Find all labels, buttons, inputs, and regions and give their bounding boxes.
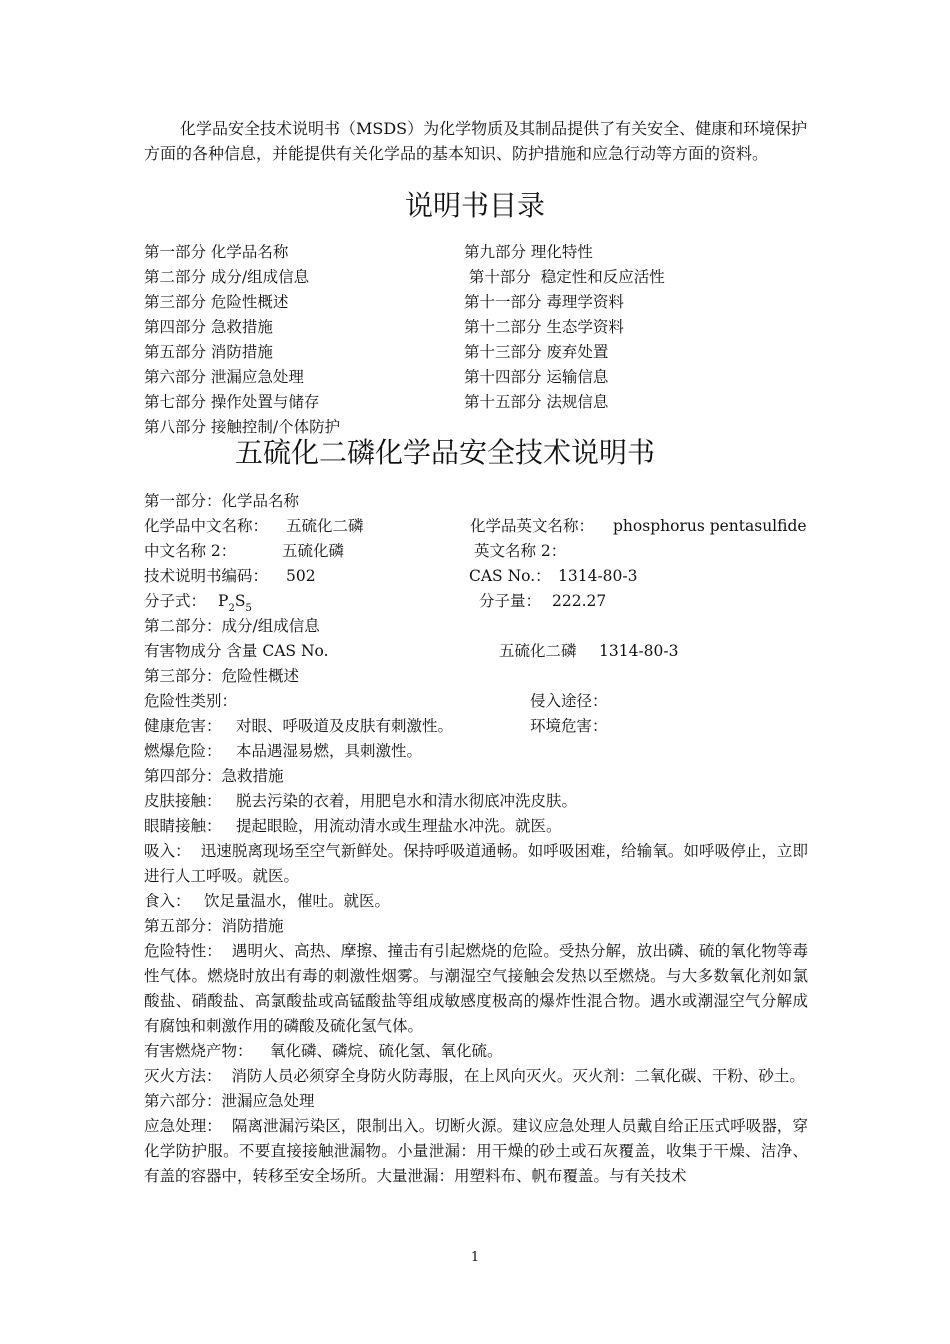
hazard-property-paragraph <box>144 939 808 1039</box>
field-label: 皮肤接触： <box>144 792 222 810</box>
emergency-paragraph <box>144 1114 808 1189</box>
inhalation-paragraph <box>144 839 808 889</box>
field-value: 提起眼睑，用流动清水或生理盐水冲洗。就医。 <box>236 817 562 835</box>
toc-item: 第七部分 操作处置与储存 <box>144 393 320 411</box>
field-value: 222.27 <box>552 592 607 610</box>
code-row <box>144 564 808 589</box>
extinguishing-paragraph <box>144 1064 808 1089</box>
fire-hazard-row <box>144 739 808 764</box>
field-value: 遇明火、高热、摩擦、撞击有引起燃烧的危险。受热分解，放出磷、硫的氧化物等毒性气体。燃烧时放出有毒的刺激性烟雾。与潮湿空气接触会发热以至燃烧。与大多数氧化剂如氯酸盐、硝酸盐、高氯酸盐或高锰酸盐等组成敏感度极高的爆炸性混合物。遇水或潮湿空气分解成有腐蚀和刺激作用的磷酸及硫化氢气体。 <box>144 942 808 1035</box>
field-label: 英文名称 2： <box>474 542 567 560</box>
ingestion-row <box>144 889 808 914</box>
field-label: 吸入： <box>144 842 191 860</box>
section-heading: 第三部分：危险性概述 <box>144 667 300 685</box>
skin-contact-row <box>144 789 808 814</box>
field-label: 健康危害： <box>144 717 222 735</box>
toc-item: 第二部分 成分/组成信息 <box>144 268 310 286</box>
field-value: 消防人员必须穿全身防火防毒服，在上风向灭火。灭火剂：二氧化碳、干粉、砂土。 <box>231 1067 805 1085</box>
field-label: 食入： <box>144 892 191 910</box>
toc-item: 第十三部分 废弃处置 <box>464 343 609 361</box>
field-label: 中文名称 2： <box>144 542 237 560</box>
field-value: 五硫化磷 <box>282 542 345 560</box>
field-value: phosphorus pentasulfide <box>613 517 807 535</box>
field-label: 分子量： <box>479 592 542 610</box>
section-heading: 第二部分：成分/组成信息 <box>144 617 320 635</box>
composition-columns: 有害物成分 含量 CAS No. <box>144 642 329 660</box>
component-cas: 1314-80-3 <box>599 642 679 660</box>
cn-name-row <box>144 514 808 539</box>
toc-item: 第五部分 消防措施 <box>144 343 273 361</box>
toc-item: 第三部分 危险性概述 <box>144 293 289 311</box>
field-label: 化学品英文名称： <box>470 517 595 535</box>
field-value: 隔离泄漏污染区，限制出入。切断火源。建议应急处理人员戴自给正压式呼吸器，穿化学防护服。不要直接接触泄漏物。小量泄漏：用干燥的砂土或石灰覆盖，收集于干燥、洁净、有盖的容器中，转移至安全场所。大量泄漏：用塑料布、帆布覆盖。与有关技术 <box>144 1117 808 1185</box>
field-label: 危险性类别： <box>144 692 238 710</box>
toc-item: 第八部分 接触控制/个体防护 <box>144 418 341 436</box>
field-label: 危险特性： <box>144 942 222 960</box>
cn-name2-row <box>144 539 808 564</box>
toc-item: 第十部分 稳定性和反应活性 <box>464 268 665 286</box>
toc-item: 第十五部分 法规信息 <box>464 393 609 411</box>
field-label: 环境危害： <box>530 717 608 735</box>
field-value: 饮足量温水，催吐。就医。 <box>204 892 391 910</box>
field-value: 1314-80-3 <box>558 567 638 585</box>
toc-item: 第九部分 理化特性 <box>464 243 593 261</box>
toc-item: 第四部分 急救措施 <box>144 318 273 336</box>
intro-paragraph: 化学品安全技术说明书（MSDS）为化学物质及其制品提供了有关安全、健康和环境保护方面的各种信息，并能提供有关化学品的基本知识、防护措施和应急行动等方面的资料。 <box>144 119 808 163</box>
combustion-products-row <box>144 1039 808 1064</box>
table-of-contents <box>144 240 808 440</box>
toc-item: 第一部分 化学品名称 <box>144 243 289 261</box>
section-heading: 第五部分：消防措施 <box>144 917 284 935</box>
field-value: 本品遇湿易燃，具刺激性。 <box>236 742 423 760</box>
section-heading: 第六部分：泄漏应急处理 <box>144 1092 315 1110</box>
toc-title: 说明书目录 <box>404 189 545 222</box>
molecular-formula: $P_2S_5$ <box>218 592 252 614</box>
document-title: 五硫化二磷化学品安全技术说明书 <box>234 436 655 469</box>
field-value: 氧化磷、磷烷、硫化氢、氧化硫。 <box>270 1042 503 1060</box>
component-name: 五硫化二磷 <box>499 642 577 660</box>
document-body <box>144 489 808 1189</box>
field-value: 五硫化二磷 <box>286 517 364 535</box>
field-label: 侵入途径： <box>530 692 608 710</box>
section-heading: 第一部分：化学品名称 <box>144 492 300 510</box>
field-label: CAS No.： <box>469 567 551 585</box>
eye-contact-row <box>144 814 808 839</box>
field-label: 燃爆危险： <box>144 742 222 760</box>
toc-item: 第十一部分 毒理学资料 <box>464 293 624 311</box>
toc-item: 第六部分 泄漏应急处理 <box>144 368 304 386</box>
field-label: 有害燃烧产物： <box>144 1042 253 1060</box>
field-label: 化学品中文名称： <box>144 517 269 535</box>
section-heading: 第四部分：急救措施 <box>144 767 284 785</box>
composition-row <box>144 639 808 664</box>
field-label: 眼睛接触： <box>144 817 222 835</box>
field-label: 技术说明书编码： <box>144 567 269 585</box>
formula-row <box>144 589 808 614</box>
health-hazard-row <box>144 714 808 739</box>
field-value: 脱去污染的衣着，用肥皂水和清水彻底冲洗皮肤。 <box>236 792 578 810</box>
field-value: 迅速脱离现场至空气新鲜处。保持呼吸道通畅。如呼吸困难，给输氧。如呼吸停止，立即进行人工呼吸。就医。 <box>144 842 808 885</box>
field-value: 502 <box>286 567 316 585</box>
toc-item: 第十四部分 运输信息 <box>464 368 609 386</box>
field-label: 应急处理： <box>144 1117 222 1135</box>
field-label: 分子式： <box>144 592 207 610</box>
hazard-class-row <box>144 689 808 714</box>
field-label: 灭火方法： <box>144 1067 222 1085</box>
field-value: 对眼、呼吸道及皮肤有刺激性。 <box>236 717 454 735</box>
page-number: 1 <box>470 1250 480 1265</box>
toc-item: 第十二部分 生态学资料 <box>464 318 624 336</box>
